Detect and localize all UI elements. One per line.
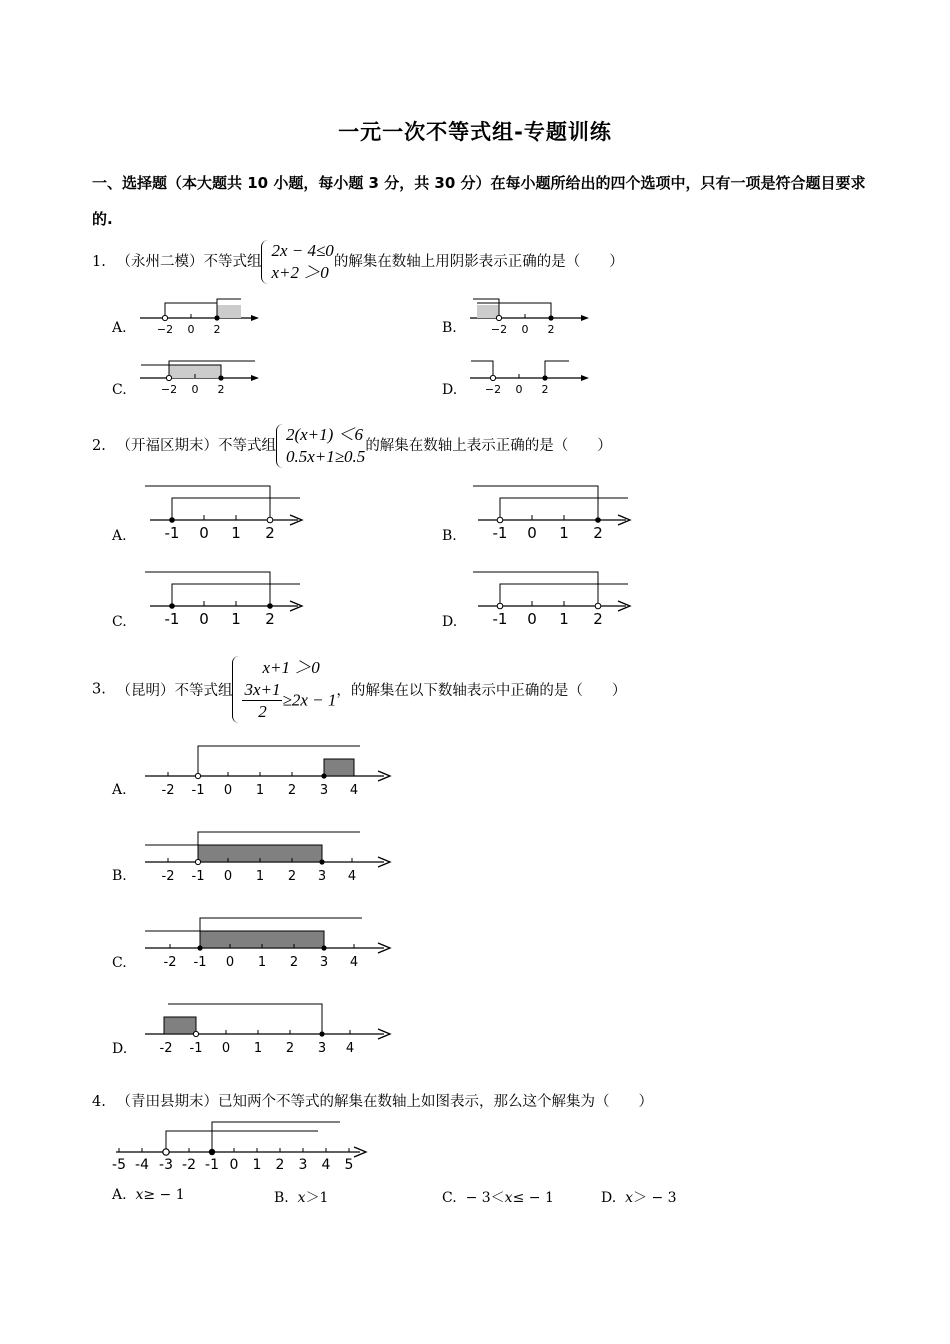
q2-ineq-1: 2(x+1) ＜6 <box>285 425 364 444</box>
q3-option-c-numberline <box>140 910 400 972</box>
tick-label: -1 <box>189 1041 203 1056</box>
q3-system <box>232 656 336 723</box>
q3-option-b-numberline <box>140 824 400 886</box>
tick-label: 3 <box>317 1041 327 1056</box>
tick-label: 2 <box>289 955 299 970</box>
q3-fraction <box>242 680 282 723</box>
q4-choice-b-label: B. <box>274 1190 289 1206</box>
q4-number: 4. <box>92 1094 106 1110</box>
tick-label: -1 <box>492 524 508 542</box>
tick-label: -1 <box>205 1157 219 1173</box>
q2-option-d-label: D. <box>442 614 458 630</box>
tick-label: 1 <box>257 955 267 970</box>
tick-label: 0 <box>521 323 529 336</box>
q4-choice-b-var: x <box>297 1190 306 1206</box>
tick-label: −2 <box>484 383 502 396</box>
q4-choice-b-text: ＞1 <box>305 1190 329 1206</box>
q4-choice-c-pre: − 3＜ <box>465 1190 505 1206</box>
tick-label: 2 <box>217 383 225 396</box>
q4-choice-d-label: D. <box>601 1190 617 1206</box>
q3-option-c-label: C. <box>112 955 127 971</box>
q4-numberline <box>108 1115 378 1175</box>
q3-option-a-numberline <box>140 738 400 800</box>
tick-label: 2 <box>265 610 275 628</box>
q2-number: 2. <box>92 438 106 454</box>
q1-option-a-numberline <box>135 293 265 343</box>
tick-label: -2 <box>163 955 177 970</box>
q1-ineq-1: 2x − 4≤0 <box>271 241 334 260</box>
tick-label: -4 <box>135 1157 149 1173</box>
q3-option-d-label: D. <box>112 1041 128 1057</box>
q1-option-d-numberline <box>465 353 595 403</box>
q2-option-b-numberline <box>468 480 638 545</box>
tick-label: -1 <box>191 783 205 798</box>
q2-ineq-2: 0.5x+1≥0.5 <box>285 447 366 466</box>
q3-source: （昆明）不等式组 <box>116 683 233 699</box>
tick-label: -3 <box>159 1157 173 1173</box>
tick-label: 1 <box>255 783 265 798</box>
tick-label: 4 <box>345 1041 355 1056</box>
tick-label: -1 <box>164 524 180 542</box>
q4-choice-c-text: ≤ − 1 <box>512 1190 554 1206</box>
q1-source: （永州二模）不等式组 <box>116 254 262 270</box>
tick-label: 1 <box>559 524 569 542</box>
q4-choice-c <box>442 1187 554 1207</box>
tick-label: 2 <box>285 1041 295 1056</box>
tick-label: −2 <box>490 323 508 336</box>
tick-label: 3 <box>319 955 329 970</box>
tick-label: 1 <box>253 1041 263 1056</box>
tick-label: 0 <box>199 524 209 542</box>
q3-ineq-2 <box>242 680 336 723</box>
section-heading: 一、选择题（本大题共 10 小题，每小题 3 分，共 30 分）在每小题所给出的四个选项中，只有一项是符合题目要求的. <box>92 174 866 228</box>
q1-option-d-label: D. <box>442 382 458 398</box>
q4-choice-a-var: x <box>135 1187 144 1203</box>
q4-choice-d-text: ＞ − 3 <box>633 1190 677 1206</box>
tick-label: 2 <box>287 783 297 798</box>
tick-label: 1 <box>255 869 265 884</box>
question-2 <box>92 424 612 468</box>
tick-label: 0 <box>187 323 195 336</box>
q1-option-b-label: B. <box>442 320 457 336</box>
tick-label: -1 <box>193 955 207 970</box>
q2-system <box>276 424 365 468</box>
q3-suffix: ，的解集在以下数轴表示中正确的是（ ） <box>336 683 627 699</box>
tick-label: 1 <box>559 610 569 628</box>
tick-label: 0 <box>527 610 537 628</box>
q3-ineq-1: x+1 ＞0 <box>262 658 320 677</box>
tick-label: -2 <box>161 869 175 884</box>
q4-choice-a-label: A. <box>112 1187 127 1203</box>
q1-suffix: 的解集在数轴上用阴影表示正确的是（ ） <box>333 254 624 270</box>
tick-label: 3 <box>298 1157 308 1173</box>
q4-choice-d <box>601 1187 677 1207</box>
tick-label: 1 <box>231 524 241 542</box>
tick-label: 1 <box>252 1157 262 1173</box>
q1-system <box>261 240 333 284</box>
tick-label: 2 <box>547 323 555 336</box>
q3-option-a-label: A. <box>112 782 127 798</box>
q2-option-a-numberline <box>140 480 310 545</box>
tick-label: 0 <box>191 383 199 396</box>
page-title: 一元一次不等式组-专题训练 <box>338 120 612 144</box>
tick-label: -1 <box>191 869 205 884</box>
tick-label: −2 <box>160 383 178 396</box>
tick-label: 5 <box>344 1157 354 1173</box>
q4-choice-c-label: C. <box>442 1190 457 1206</box>
tick-label: 0 <box>515 383 523 396</box>
q1-option-b-numberline <box>465 293 595 343</box>
tick-label: 2 <box>593 610 603 628</box>
tick-label: 3 <box>317 869 327 884</box>
q2-source: （开福区期末）不等式组 <box>116 438 276 454</box>
q4-choice-d-var: x <box>625 1190 633 1206</box>
question-3 <box>92 656 626 723</box>
tick-label: 4 <box>321 1157 331 1173</box>
q2-option-d-numberline <box>468 566 638 631</box>
q4-choice-a <box>112 1187 185 1203</box>
tick-label: 0 <box>223 783 233 798</box>
tick-label: -1 <box>492 610 508 628</box>
tick-label: 0 <box>527 524 537 542</box>
tick-label: 4 <box>347 869 357 884</box>
tick-label: 2 <box>265 524 275 542</box>
q1-number: 1. <box>92 254 106 270</box>
q4-choice-c-var: x <box>504 1190 513 1206</box>
tick-label: 0 <box>225 955 235 970</box>
q2-option-b-label: B. <box>442 528 457 544</box>
tick-label: -2 <box>159 1041 173 1056</box>
question-1 <box>92 240 624 284</box>
q3-ineq-2-rest: ≥2x − 1 <box>282 690 337 710</box>
q2-option-a-label: A. <box>112 528 127 544</box>
q1-option-a-label: A. <box>112 320 127 336</box>
tick-label: -1 <box>164 610 180 628</box>
q1-option-c-numberline <box>135 353 265 403</box>
q2-option-c-label: C. <box>112 614 127 630</box>
tick-label: 3 <box>319 783 329 798</box>
q1-option-c-label: C. <box>112 382 127 398</box>
tick-label: 4 <box>349 783 359 798</box>
tick-label: -2 <box>161 783 175 798</box>
q2-option-c-numberline <box>140 566 310 631</box>
q4-source: （青田县期末）已知两个不等式的解集在数轴上如图表示，那么这个解集为（ ） <box>116 1094 653 1110</box>
tick-label: −2 <box>156 323 174 336</box>
q3-frac-den: 2 <box>258 702 267 721</box>
q3-frac-num: 3x+1 <box>244 680 281 699</box>
q3-option-d-numberline <box>140 996 400 1058</box>
tick-label: 0 <box>221 1041 231 1056</box>
q4-choice-b <box>274 1187 328 1207</box>
tick-label: 2 <box>593 524 603 542</box>
q3-number: 3. <box>92 681 106 698</box>
tick-label: -2 <box>182 1157 196 1173</box>
tick-label: 0 <box>223 869 233 884</box>
tick-label: 0 <box>199 610 209 628</box>
tick-label: 2 <box>275 1157 285 1173</box>
tick-label: 2 <box>287 869 297 884</box>
tick-label: 1 <box>231 610 241 628</box>
tick-label: 2 <box>541 383 549 396</box>
tick-label: 2 <box>213 323 221 336</box>
tick-label: 4 <box>349 955 359 970</box>
q2-suffix: 的解集在数轴上表示正确的是（ ） <box>365 438 612 454</box>
q1-ineq-2: x+2 ＞0 <box>271 263 329 282</box>
q3-option-b-label: B. <box>112 868 127 884</box>
tick-label: 0 <box>229 1157 239 1173</box>
tick-label: -5 <box>112 1157 126 1173</box>
question-4 <box>92 1090 653 1111</box>
q4-choice-a-text: ≥ − 1 <box>143 1187 185 1203</box>
